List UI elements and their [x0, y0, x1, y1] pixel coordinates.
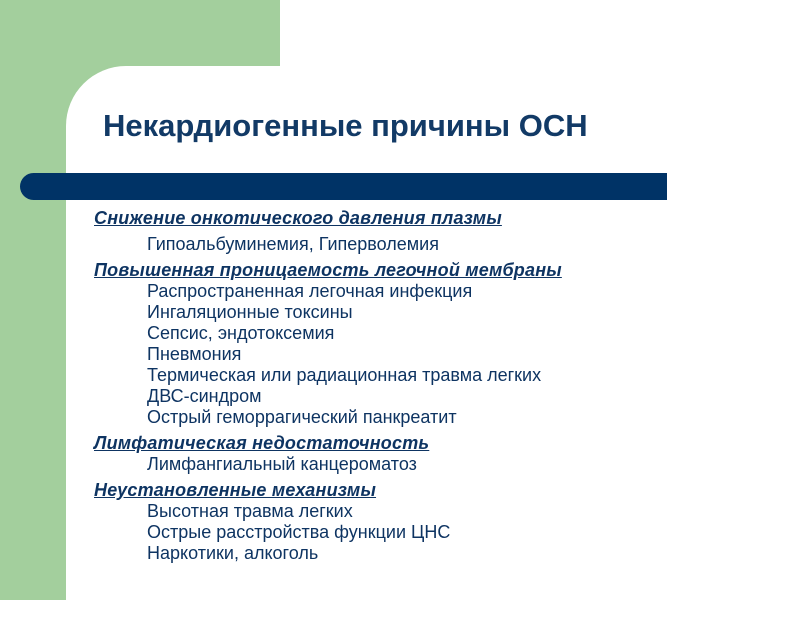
list-item: Наркотики, алкоголь — [147, 543, 319, 563]
title-underline-bar — [20, 173, 667, 200]
slide-content — [94, 208, 784, 564]
list-item: Распространенная легочная инфекция — [147, 281, 473, 301]
section-items — [94, 281, 784, 428]
list-item: ДВС-синдром — [147, 386, 262, 406]
section-lymphatic-insufficiency — [94, 433, 784, 475]
list-item: Высотная травма легких — [147, 501, 353, 521]
list-item: Гипоальбуминемия, Гиперволемия — [147, 234, 439, 254]
list-item: Сепсис, эндотоксемия — [147, 323, 335, 343]
list-item: Острый геморрагический панкреатит — [147, 407, 457, 427]
section-items — [94, 501, 784, 564]
section-heading: Повышенная проницаемость легочной мембраны — [94, 260, 562, 280]
section-unknown-mechanisms — [94, 480, 784, 564]
section-heading: Снижение онкотического давления плазмы — [94, 208, 502, 228]
list-item: Термическая или радиационная травма легких — [147, 365, 542, 385]
section-heading: Лимфатическая недостаточность — [94, 433, 430, 453]
section-oncotic-pressure — [94, 208, 784, 255]
slide-title: Некардиогенные причины ОСН — [103, 108, 588, 143]
section-heading: Неустановленные механизмы — [94, 480, 377, 500]
list-item: Ингаляционные токсины — [147, 302, 353, 322]
section-membrane-permeability — [94, 260, 784, 428]
list-item: Пневмония — [147, 344, 242, 364]
section-items — [94, 454, 784, 475]
section-items — [94, 234, 784, 255]
list-item: Острые расстройства функции ЦНС — [147, 522, 451, 542]
list-item: Лимфангиальный канцероматоз — [147, 454, 417, 474]
